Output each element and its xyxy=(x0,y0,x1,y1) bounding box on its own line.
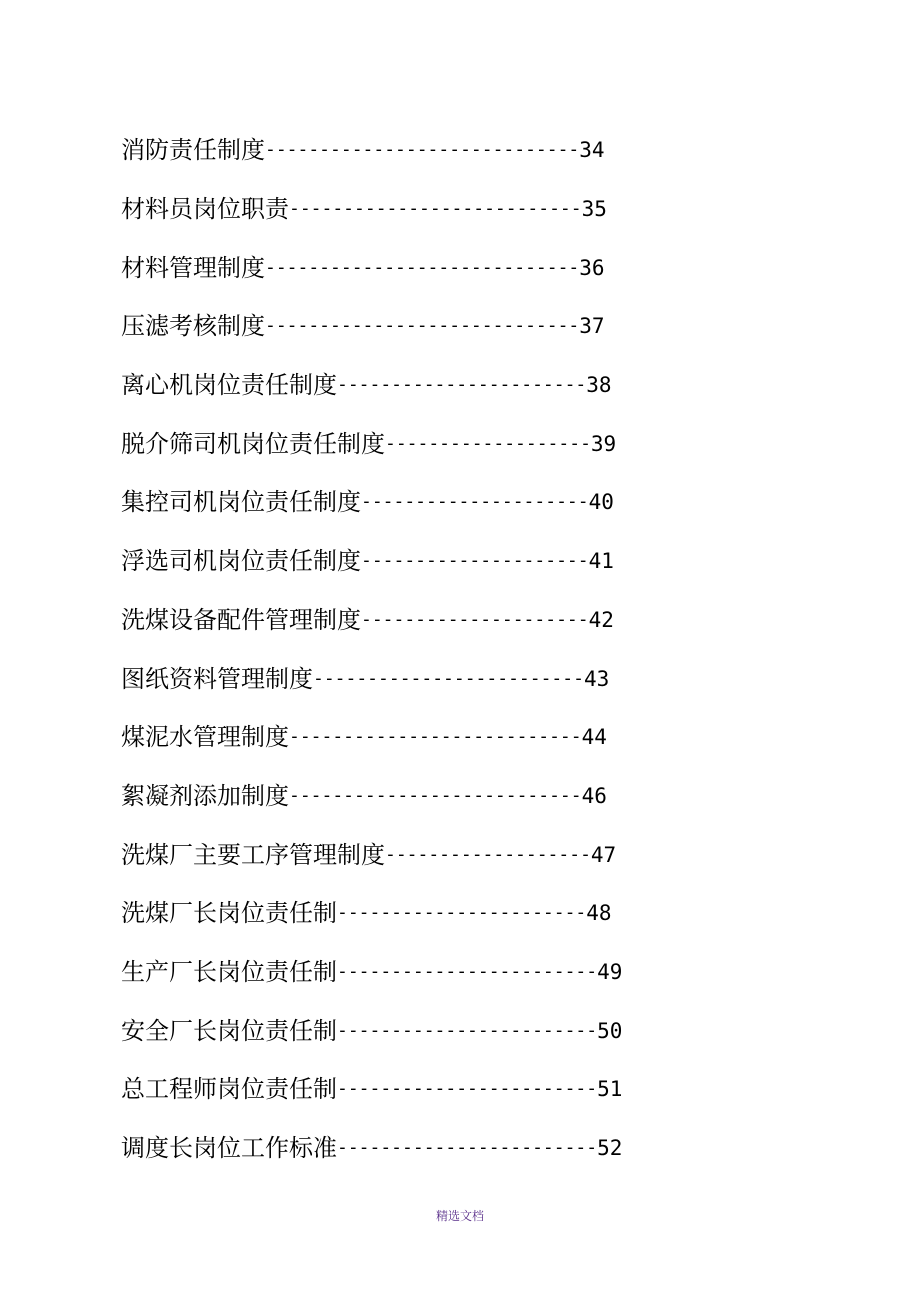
toc-entry-leader: --------------------------- xyxy=(289,784,582,806)
toc-entry-title: 调度长岗位工作标准 xyxy=(121,1134,337,1163)
toc-entry xyxy=(121,649,681,708)
toc-entry xyxy=(121,473,681,532)
toc-entry xyxy=(121,238,681,297)
toc-entry xyxy=(121,1001,681,1060)
toc-entry-title: 安全厂长岗位责任制 xyxy=(121,1016,337,1045)
toc-entry-leader: ------------------------- xyxy=(313,667,584,689)
toc-entry-page-number: 42 xyxy=(588,607,614,632)
toc-entry-title: 材料管理制度 xyxy=(121,253,265,282)
toc-entry xyxy=(121,884,681,943)
toc-entry xyxy=(121,1119,681,1178)
toc-entry xyxy=(121,532,681,591)
toc-entry xyxy=(121,121,681,180)
toc-entry-title: 絮凝剂添加制度 xyxy=(121,781,289,810)
toc-entry-title: 洗煤厂主要工序管理制度 xyxy=(121,840,385,869)
page-footer: 精选文档 xyxy=(435,1209,484,1223)
toc-entry-title: 煤泥水管理制度 xyxy=(121,723,289,752)
toc-entry-title: 压滤考核制度 xyxy=(121,312,265,341)
toc-entry-leader: ----------------------------- xyxy=(265,139,580,161)
toc-entry xyxy=(121,943,681,1002)
toc-entry xyxy=(121,1060,681,1119)
toc-entry-page-number: 41 xyxy=(588,549,614,574)
toc-entry-page-number: 49 xyxy=(597,959,623,984)
toc-entry-title: 消防责任制度 xyxy=(121,136,265,165)
toc-entry-page-number: 35 xyxy=(581,197,607,222)
toc-entry-leader: --------------------- xyxy=(361,608,589,630)
toc-entry-page-number: 34 xyxy=(579,138,605,163)
toc-entry-title: 脱介筛司机岗位责任制度 xyxy=(121,429,385,458)
toc-entry xyxy=(121,591,681,650)
toc-entry-title: 洗煤厂长岗位责任制 xyxy=(121,899,337,928)
toc-entry-leader: ----------------------- xyxy=(337,902,587,924)
toc-entry-leader: --------------------------- xyxy=(289,726,582,748)
toc-entry-title: 生产厂长岗位责任制 xyxy=(121,957,337,986)
toc-entry-page-number: 38 xyxy=(586,373,612,398)
toc-entry-title: 洗煤设备配件管理制度 xyxy=(121,605,361,634)
toc-entry-page-number: 36 xyxy=(579,255,605,280)
toc-entry-page-number: 37 xyxy=(579,314,605,339)
toc-entry-leader: ----------------------------- xyxy=(265,256,580,278)
toc-entry-leader: ------------------- xyxy=(385,432,591,454)
toc-entry-page-number: 52 xyxy=(597,1136,623,1161)
toc-entry xyxy=(121,297,681,356)
toc-entry xyxy=(121,825,681,884)
toc-entry-leader: ------------------------ xyxy=(337,1137,598,1159)
toc-entry-title: 离心机岗位责任制度 xyxy=(121,371,337,400)
toc-entry-leader: ------------------------ xyxy=(337,960,598,982)
toc-entry xyxy=(121,414,681,473)
toc-entry-leader: --------------------- xyxy=(361,491,589,513)
toc-entry-leader: ------------------------ xyxy=(337,1078,598,1100)
table-of-contents xyxy=(121,121,681,1177)
toc-entry-title: 浮选司机岗位责任制度 xyxy=(121,547,361,576)
toc-entry-title: 集控司机岗位责任制度 xyxy=(121,488,361,517)
toc-entry-page-number: 39 xyxy=(590,431,617,456)
toc-entry-title: 总工程师岗位责任制 xyxy=(121,1075,337,1104)
toc-entry xyxy=(121,180,681,239)
toc-entry xyxy=(121,708,681,767)
toc-entry-title: 图纸资料管理制度 xyxy=(121,664,313,693)
toc-entry-leader: --------------------------- xyxy=(289,198,582,220)
toc-entry-leader: ------------------- xyxy=(385,843,591,865)
toc-entry-page-number: 50 xyxy=(597,1018,623,1043)
toc-entry-leader: ------------------------ xyxy=(337,1019,598,1041)
toc-entry-page-number: 47 xyxy=(590,842,617,867)
toc-entry-page-number: 44 xyxy=(581,725,607,750)
toc-entry-title: 材料员岗位职责 xyxy=(121,195,289,224)
toc-entry-page-number: 40 xyxy=(588,490,614,515)
toc-entry-page-number: 51 xyxy=(597,1077,623,1102)
toc-entry-page-number: 48 xyxy=(586,901,612,926)
toc-entry-page-number: 46 xyxy=(581,783,607,808)
toc-entry-leader: --------------------- xyxy=(361,550,589,572)
toc-entry xyxy=(121,356,681,415)
toc-entry-leader: ----------------------------- xyxy=(265,315,580,337)
toc-entry-page-number: 43 xyxy=(583,666,610,691)
toc-entry xyxy=(121,767,681,826)
toc-entry-leader: ----------------------- xyxy=(337,374,587,396)
